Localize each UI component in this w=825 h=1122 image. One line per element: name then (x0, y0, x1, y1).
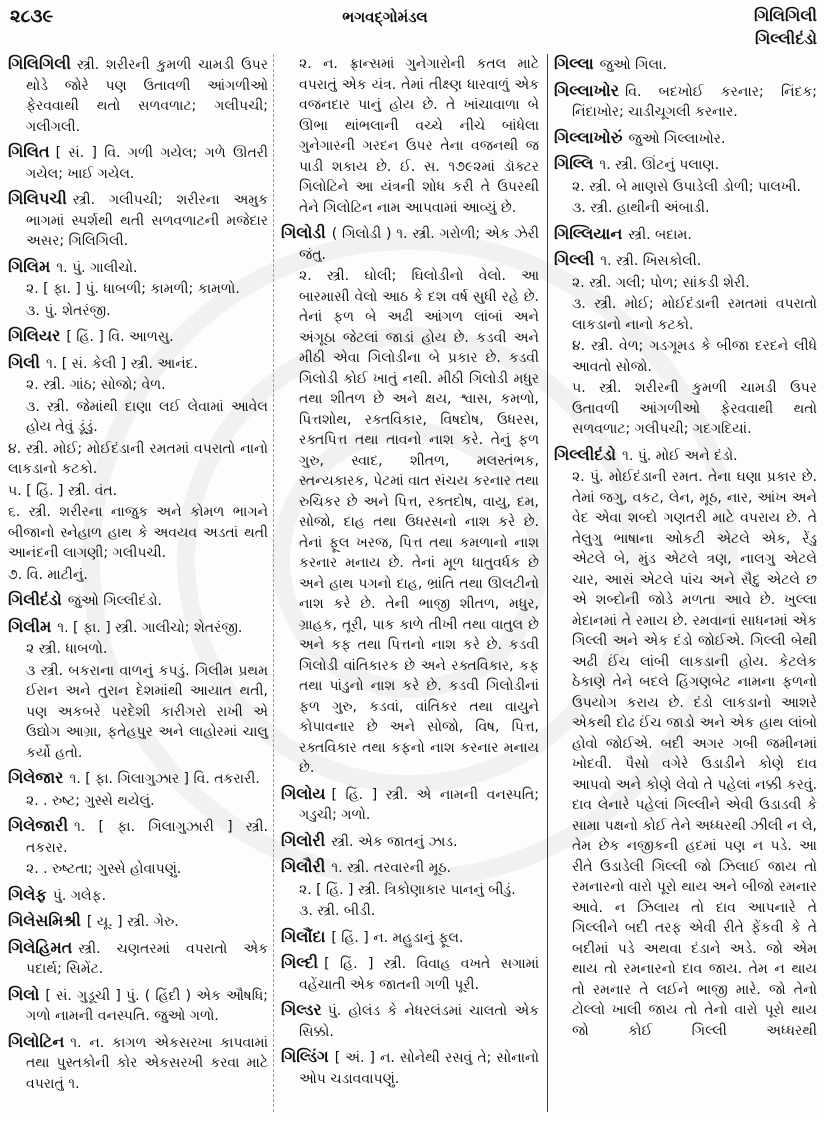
headword: ગિલૌરી (281, 857, 326, 876)
sense: ૭. વિ. માટીનું. (8, 566, 88, 583)
definition: [ હિં. ] ન. મહુડાનું ફૂલ. (331, 929, 464, 946)
dictionary-entry (8, 353, 268, 375)
headword: ગિલ્લિયાન (554, 223, 623, 243)
definition: સ્ત્રી. ગલીપચી; શરીરના અમુક ભાગમાં સ્પર્શથી થતી સળવળાટની મજેદાર અસર; ગિલિગિલી. (26, 192, 268, 249)
dictionary-entry (8, 189, 268, 252)
sense: ૨. પું. મોઈદંડાની રમત. તેના ઘણા પ્રકાર છે. તેમાં જગુ, વકટ, લેન, મૂઠ, નાર, આંખ અને વેદ એવા શબ્દો ગણતરી માટે વપરાય છે. તે તેલુગુ ભાષાના ઓકટી એટલે એક, રેંડુ એટલે બે, મુંડ એટલે ત્રણ, નાલગુ એટલે ચાર, આસં એટલે પાંચ અને સૈદુ એટલે છ એ શબ્દોની જોડે મળતા આવે છે. ખુલ્લા મેદાનમાં તે રમાય છે. રમવાનાં સાધનમાં એક ગિલ્લી અને એક દંડો જોઈએ. ગિલ્લી બેથી અઢી ઈંચ લાંબી લાકડાની હોય. કેટલેક ઠેકાણે તેને બદલે હિંગણબેટ નામના ફળનો ઉપયોગ કરાય છે. દંડો લાકડાનો આશરે એકથી દોઢ ઈંચ જાડો અને એક હાથ લાંબો હોવો જોઈએ. બદી અગર ગબી જમીનમાં ખોદવી. પૈસો વગેરે ઉડાડીને કોણે દાવ આપવો અને કોણે લેવો તે પહેલાં નક્કી કરવું. દાવ લેનારે પહેલાં ગિલ્લીને એવી ઉડાડવી કે સામા પક્ષનો કોઈ તેને અધ્ધરથી ઝીલી ન લે, તેમ છેક નજીકની હદમાં પણ ન પડે. આ રીતે ઉડાડેલી ગિલ્લી જો ઝિલાઈ જાય તો રમનારનો વારો પૂરો થાય અને બીજો રમનાર આવે. ન ઝિલાય તો દાવ આપનારે તે ગિલ્લીને બદી તરફ એવી રીતે ફેંકવી કે તે બદીમાં પડે અથવા દંડાને અડે. જો એમ થાય તો રમનારનો દાવ જાય. તેમ ન થાય તો રમનાર તે લઈને ભાજી મારે. જો તેનો ટોલ્લો ખાલી જાય તો તેનો વારો પૂરો થાય જો કોઈ ગિલ્લી અધ્ધરથી (572, 469, 817, 1039)
dictionary-entry (281, 857, 539, 879)
page-header (0, 0, 825, 52)
definition: [ હિં. ] વિ. આળસુ. (66, 329, 174, 345)
headword: ગિલેજાર (8, 768, 64, 787)
definition: પું. હોલંડ કે નેધરલંડમાં ચાલતો એક સિક્કો. (299, 1003, 539, 1040)
headword: ગિલોડી (281, 223, 326, 242)
headword: ગિલ્ડિંગ (281, 1047, 329, 1066)
dictionary-entry (8, 590, 268, 612)
definition: [ હિં. ] સ્ત્રી. વિવાહ વખતે સગામાં વહેંચાતી એક જાતની ગળી પૂરી. (299, 956, 539, 993)
definition: જુઓ ગિલા. (599, 57, 667, 73)
definition: ૧. [ ફા. ગિલાગુઝારી ] સ્ત્રી. તકરાર. (26, 819, 268, 856)
definition: [ સં. ગુડૂચી ] પું. ( હિંદી ) એક ઔષધિ; ગળો નામની વનસ્પતિ. જુઓ ગળો. (26, 987, 268, 1024)
definition: ૧. પું. ગાલીચો. (56, 259, 138, 276)
headword: ગિલેસમિશ્રી (8, 911, 81, 930)
sense: ૨. સ્ત્રી. ઘોલી; ઘિલોડીનો વેલો. આ બારમાસી વેલો આઠ કે દશ વર્ષ સુધી રહે છે. તેનાં ફળ બે અઢી આંગળ લાંબાં અને અંગૂઠા જેટલાં જાડાં હોય છે. કડવી અને મીઠી એવા ગિલોડીના બે પ્રકાર છે. કડવી ગિલોડી કોઈ ખાતું નથી. મીઠી ગિલોડી મધુર તથા શીતળ છે અને ક્ષય, શ્વાસ, કમળો, પિત્તશોથ, રક્તવિકાર, વિષદોષ, ઉધરસ, રક્તપિત્ત તથા તાવનો નાશ કરે. તેનું ફળ ગુરુ, સ્વાદ, શીતળ, મલસ્તંભક, સ્તન્યકારક, પેટમાં વાત સંચય કરનાર તથા રુચિકર છે અને પિત્ત, રક્તદોષ, વાયુ, દમ, સોજો, દાહ તથા ઉધરસનો નાશ કરે છે. તેનાં ફૂલ ખરજ, પિત્ત તથા કમળાનો નાશ કરનાર મનાય છે. તેનાં મૂળ ધાતુવર્ધક છે અને હાથ પગનો દાહ, ભ્રાંતિ તથા ઊલટીનો નાશ કરે છે. તેની ભાજી શીતળ, મધુર, ગ્રાહક, તૂરી, પાક કાળે તીખી તથા વાતુલ છે અને કફ તથા પિત્તનો નાશ કરે છે. કડવી ગિલોડી વાંતિકારક છે અને રક્તવિકાર, કફ તથા પાંડુનો નાશ કરે છે. કડવી ગિલોડીનાં ફળ ગુરુ, કડવાં, વાંતિકર તથા વાયુને કોપાવનાર છે અને સોજો, વિષ, પિત્ત, રક્તવિકાર તથા કફનો નાશ કરનાર મનાય છે. (299, 268, 539, 776)
definition: સ્ત્રી. બદામ. (628, 226, 692, 243)
guide-words (754, 4, 817, 50)
dictionary-entry (281, 953, 539, 995)
headword: ગિલ્લીદંડો (554, 444, 617, 464)
sense: ૫. [ હિં. ] સ્ત્રી. વંત. (8, 482, 118, 499)
headword: ગિલ્લી (554, 250, 595, 269)
dictionary-entry (8, 816, 268, 858)
dictionary-entry (281, 927, 539, 949)
definition: ૧. [ સં. કેલી ] સ્ત્રી. આનંદ. (45, 355, 198, 372)
definition: જુઓ ગિલ્લાખોર. (628, 130, 726, 147)
definition: ૧. સ્ત્રી. ખિસકોલી. (600, 253, 702, 269)
dictionary-entry (8, 985, 268, 1027)
sense: ૩. સ્ત્રી. બીડી. (299, 903, 376, 919)
headword: ગિલેહિમત (8, 937, 73, 957)
sense: ૫. સ્ત્રી. શરીરની કુમળી ચામડી ઉપર ઉતાવળી આંગળીઓ ફેરવવાથી થતો સળવળાટ; ગલીપચી; ગદગદિયાં. (572, 380, 817, 437)
sense: ૨. સ્ત્રી. ગલી; પોળ; સાંકડી શેરી. (572, 274, 750, 291)
definition: સ્ત્રી. ચણતરમાં વપરાતો એક પદાર્થ; સિમેંટ. (26, 940, 268, 977)
headword: ગિલોરી (281, 830, 326, 850)
column-divider (547, 54, 548, 1112)
headword: ગિલીદંડો (8, 590, 62, 609)
column-1 (8, 54, 268, 1094)
headword: ગિલેજારી (8, 816, 69, 835)
dictionary-entry (8, 938, 268, 980)
headword: ગિલ્દી (281, 953, 319, 972)
headword: ગિલી (8, 352, 40, 372)
dictionary-entry (554, 250, 817, 272)
headword: ગિલ્લાખોર (554, 80, 620, 100)
page-number: ૨૮૩૯ (10, 6, 54, 27)
dictionary-entry (8, 911, 268, 933)
guide-word-last: ગિલ્લીદંડો (754, 29, 817, 48)
headword: ગિલિત (8, 142, 50, 161)
dictionary-entry (281, 784, 539, 826)
definition: ૧. [ ફા. ગિલાગુઝાર ] વિ. તકરારી. (69, 771, 260, 787)
dictionary-entry (8, 768, 268, 790)
dictionary-entry (8, 885, 268, 907)
headword: ગિલ્લાખોરું (554, 127, 623, 147)
sense: ૩ સ્ત્રી. બકરાના વાળનું કપડું. ગિલીમ પ્રથમ ઈરાન અને તુરાન દેશમાંથી આયાત થતી, પણ અકબરે પરદેશી કારીગરો રાખી એ ઉદ્યોગ આગ્રા, ફતેહપુર અને લાહોરમાં ચાલુ કર્યો હતો. (26, 662, 268, 761)
headword: ગિલોટિન (8, 1031, 65, 1051)
dictionary-entry (554, 128, 817, 150)
dictionary-entry (8, 617, 268, 639)
definition: [ હિં. ] સ્ત્રી. એ નામની વનસ્પતિ; ગડુચી; ગળો. (299, 786, 539, 823)
headword: ગિલ્ડર (281, 1000, 322, 1019)
sense: ૩. સ્ત્રી. મોઈ; મોઈદંડાની રમતમાં વપરાતો લાકડાનો નાનો કટકો. (572, 296, 817, 333)
column-divider (273, 54, 274, 1112)
guide-word-first: ગિલિગિલી (754, 6, 817, 25)
sense: ૪. સ્ત્રી. મોઈ; મોઈદંડાની રમતમાં વપરાતો નાનો લાકડાનો કટકો. (8, 440, 268, 477)
headword: ગિલોય (281, 783, 326, 803)
headword: ગિલિયર (8, 326, 61, 345)
dictionary-entry (8, 326, 268, 348)
sense: ૨. [ ફા. ] પું. ધાબળી; કામળી; કામળો. (26, 281, 240, 297)
headword: ગિલેફ (8, 884, 47, 904)
definition: ( ગિલોડી ) ૧. સ્ત્રી. ગરોળી; એક ઝેરી જંતુ. (299, 226, 539, 263)
sense: ૨. સ્ત્રી. બે માણસે ઉપાડેલી ડોળી; પાલખી. (572, 178, 801, 195)
column-3 (554, 54, 817, 1041)
definition: ૧. સ્ત્રી. ઊંટનું પલાણ. (599, 157, 720, 173)
sense: ૩. સ્ત્રી. હાથીની અંબાડી. (572, 200, 710, 216)
dictionary-entry (554, 154, 817, 176)
definition: જુઓ ગિલ્લીદંડો. (67, 593, 162, 609)
sense: ૨. [ હિં. ] સ્ત્રી. ત્રિકોણાકાર પાનનું બીડું. (299, 881, 516, 898)
definition: સ્ત્રી. એક જાતનું ઝાડ. (331, 833, 458, 850)
definition: પું. ગલેફ. (52, 887, 107, 904)
dictionary-entry (8, 1032, 268, 1095)
sense: ૨. . રુષ્ટ; ગુસ્સે થયેલું. (26, 792, 155, 809)
definition: [ સં. ] વિ. ગળી ગયેલ; ગળે ઊતરી ગયેલ; ખાઈ ગયેલ. (26, 145, 268, 182)
dictionary-entry (554, 54, 817, 76)
definition: ૧. ન. કાગળ એકસરખા કાપવામાં તથા પુસ્તકોની કોર એકસરખી કરવા માટે વપરાતું ૧. (26, 1034, 268, 1092)
column-2 (281, 54, 539, 1089)
headword: ગિલિગિલી (8, 54, 71, 73)
definition: સ્ત્રી. શરીરની કુમળી ચામડી ઉપર થોડે જોરે પણ ઉતાવળી આંગળીઓ ફેરવવાથી થતો સળવળાટ; ગલીપચી; ગલીગલી. (26, 57, 268, 135)
headword: ગિલૌંદા (281, 926, 326, 946)
dictionary-entry (554, 445, 817, 467)
sense: ૨. સ્ત્રી. ગાંઠ; સોજો; વેળ. (26, 377, 166, 393)
definition: ૧. પું. મોઈ અને દંડો. (622, 447, 738, 464)
headword: ગિલો (8, 984, 40, 1004)
dictionary-entry (8, 54, 268, 137)
sense: ૨. . રુષ્ટતા; ગુસ્સે હોવાપણું. (26, 861, 182, 877)
headword: ગિલિપચી (8, 189, 67, 208)
dictionary-entry (554, 224, 817, 246)
dictionary-entry (281, 1000, 539, 1042)
sense: ૨ સ્ત્રી. ધાબળો. (26, 641, 108, 657)
definition: ૧. સ્ત્રી. તરવારની મૂઠ. (331, 860, 452, 876)
dictionary-entry (8, 257, 268, 279)
dictionary-entry (281, 1047, 539, 1089)
dictionary-entry (8, 142, 268, 184)
sense: ૩. પું. શેતરંજી. (26, 302, 111, 319)
dictionary-entry (554, 81, 817, 123)
headword: ગિલ્લિ (554, 154, 594, 173)
definition: વિ. બદખોઈ કરનાર; નિંદક; નિંદાખોર; ચાડીચૂગલી કરનાર. (572, 83, 817, 120)
book-title: ભગવદ્ગોમંડલ (342, 8, 428, 26)
headword: ગિલ્લા (554, 54, 594, 73)
headword: ગિલિમ (8, 256, 51, 276)
dictionary-entry (281, 831, 539, 853)
definition: ૧. [ ફા. ] સ્ત્રી. ગાલીચો; શેતરંજી. (57, 619, 243, 636)
headword: ગિલીમ (8, 616, 52, 636)
definition: [ યૂ. ] સ્ત્રી. ગેરુ. (86, 914, 179, 930)
sense: ૩. સ્ત્રી. જેમાંથી દાણા લઈ લેવામાં આવેલ હોય તેવું ડૂંડું. (26, 398, 268, 435)
sense-continuation: ૨. ન. ફ્રાન્સમાં ગુનેગારોની કતલ માટે વપરાતું એક યંત્ર. તેમાં તીક્ષ્ણ ધારવાળું એક વજનદાર પાનું હોય છે. તે ખાંચાવાળા બે ઊભા થાંભલાની વચ્ચે નીચે બાંધેલા ગુનેગારની ગરદન ઉપર તેના વજનથી જ પાડી શકાય છે. ઈ. સ. ૧૭૯૨માં ડૉક્ટર ગિલોટિને આ યંત્રની શોધ કરી તે ઉપરથી તેને ગિલોટિન નામ આપવામાં આવ્યું છે. (299, 56, 539, 216)
sense: ૬. સ્ત્રી. શરીરના નાજુક અને કોમળ ભાગને બીજાનો સ્નેહાળ હાથ કે અવયવ અડતાં થતી આનંદની લાગણી; ગલીપચી. (8, 504, 268, 561)
dictionary-entry (281, 223, 539, 265)
sense: ૪. સ્ત્રી. વેળ; ગડગૂમડ કે બીજા દરદને લીધે આવતો સોજો. (572, 338, 817, 375)
definition: [ અં. ] ન. સોનેથી રસવું તે; સોનાનો ઓપ ચડાવવાપણું. (299, 1050, 539, 1087)
